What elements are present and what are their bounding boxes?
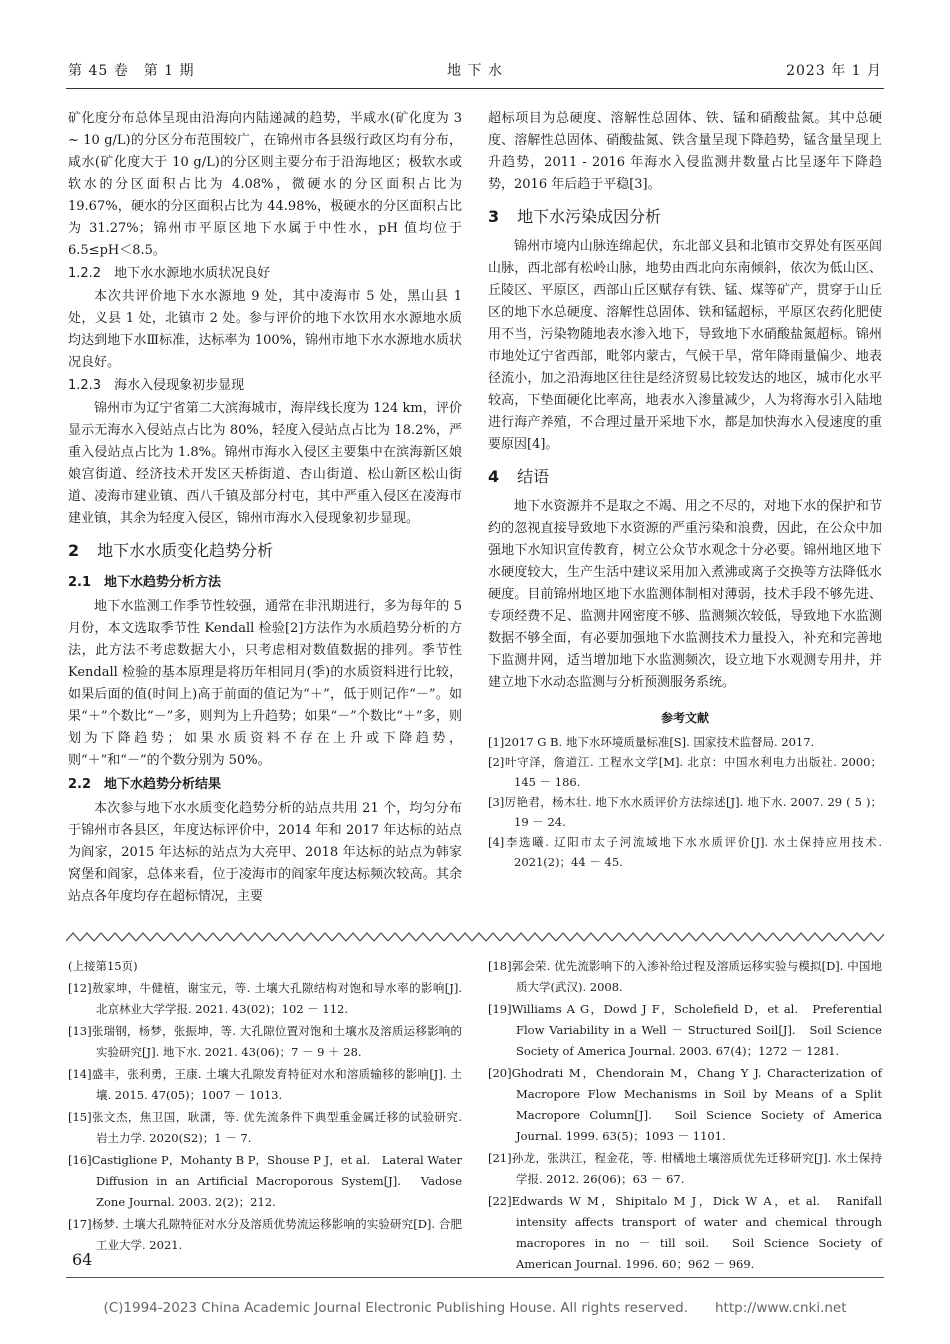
reference-item: [13]张瑞钢，杨梦，张振坤，等. 大孔隙位置对饱和土壤水及溶质运移影响的实验研究[J]. 地下水. 2021. 43(06)；7 － 9 ＋ 28. <box>68 1024 462 1059</box>
reference-item: [20]Ghodrati M，Chendorain M，Chang Y J. Characterization of Macropore Flow Mechanisms in Soil by Means of a Split Macropore Column[J]. Soil Science Society of America Journal. 1999. 63(5)；1093 － 1101. <box>488 1066 882 1143</box>
reference-item: [18]郭会荣. 优先流影响下的入渗补给过程及溶质运移实验与模拟[D]. 中国地质大学(武汉). 2008. <box>488 959 882 994</box>
reference-item: [2]叶守泽，詹道江. 工程水文学[M]. 北京：中国水利电力出版社. 2000；145 － 186. <box>488 755 882 789</box>
right-column <box>488 108 882 872</box>
left-column <box>68 108 462 908</box>
bottom-right-references <box>488 956 882 1276</box>
section-title: 地下水污染成因分析 <box>517 207 662 226</box>
reference-item: [4]李选曦. 辽阳市太子河流域地下水水质评价[J]. 水土保持应用技术. 2021(2)；44 － 45. <box>488 835 882 869</box>
heading-2-2: 2.2 地下水趋势分析结果 <box>68 777 222 792</box>
reference-item: [1]2017 G B. 地下水环境质量标准[S]. 国家技术监督局. 2017. <box>488 735 815 749</box>
issue-date: 2023 年 1 月 <box>786 63 882 79</box>
section-title: 地下水水质变化趋势分析 <box>97 541 274 560</box>
paragraph-seawater-intrusion: 锦州市为辽宁省第二大滨海城市，海岸线长度为 124 km，评价显示无海水入侵站点占比为 80%，轻度入侵站点占比为 18.2%，严重入侵站点占比为 1.8%。锦州市海水入侵区主要集中在滨海新区娘娘宫街道、经济技术开发区天桥街道、杏山街道、松山新区松山街道、凌海市建业镇、西八千镇及部分村屯，其中严重入侵区在凌海市建业镇，其余为轻度入侵区，锦州市海水入侵现象初步显现。 <box>68 401 462 526</box>
bottom-left-references <box>68 956 462 1257</box>
reference-item: [22]Edwards W M，Shipitalo M J，Dick W A，et al. Ranifall intensity affects transport of water and chemical through macropores in no － till soil. Soil Science Society of American Journal. 1996. 60；962 － 969. <box>488 1194 882 1271</box>
wave-divider <box>66 929 884 945</box>
reference-item: [14]盛丰，张利勇，王康. 土壤大孔隙发育特征对水和溶质输移的影响[J]. 土壤. 2015. 47(05)；1007 － 1013. <box>68 1067 462 1102</box>
section-title: 结语 <box>517 467 550 486</box>
heading-section-4 <box>488 462 882 492</box>
section-number: 2 <box>68 541 80 560</box>
reference-item: [16]Castiglione P，Mohanty B P，Shouse P J，et al. Lateral Water Diffusion in an Artificial Macroporous System[J]. Vadose Zone Journal. 2003. 2(2)；212. <box>68 1153 462 1209</box>
paragraph-trend-results-cont: 超标项目为总硬度、溶解性总固体、铁、锰和硝酸盐氮。其中总硬度、溶解性总固体、硝酸盐氮、铁含量呈现下降趋势，锰含量呈现上升趋势，2011 - 2016 年海水入侵监测井数量占比呈逐年下降趋势，2016 年后趋于平稳[3]。 <box>488 111 882 192</box>
heading-section-3 <box>488 202 882 232</box>
reference-item: [15]张文杰，焦卫国，耿潇，等. 优先流条件下典型重金属迁移的试验研究. 岩土力学. 2020(S2)；1 － 7. <box>68 1110 462 1145</box>
references-title: 参考文献 <box>660 711 709 725</box>
continued-note: (上接第15页) <box>68 959 138 973</box>
paragraph-conclusion: 地下水资源并不是取之不竭、用之不尽的，对地下水的保护和节约的忽视直接导致地下水资源的严重污染和浪费，因此，在公众中加强地下水知识宣传教育，树立公众节水观念十分必要。锦州地区地下水硬度较大，生产生活中建议采用加入煮沸或离子交换等方法降低水硬度。目前锦州地区地下水监测体制相对薄弱，技术手段不够先进、专项经费不足、监测井网密度不够、监测频次较低，导致地下水监测数据不够全面，有必要加强地下水监测技术力量投入，补充和完善地下监测井网，适当增加地下水监测频次，设立地下水观测专用井，并建立地下水动态监测与分析预测服务系统。 <box>488 499 882 690</box>
paragraph-pollution-causes: 锦州市境内山脉连绵起伏，东北部义县和北镇市交界处有医巫闾山脉，西北部有松岭山脉，地势由西北向东南倾斜，依次为低山区、丘陵区、平原区，西部山丘区赋存有铁、锰、煤等矿产，贯穿于山丘区的地下水总硬度、溶解性总固体、铁和锰超标，平原区农药化肥使用不当，污染物随地表水渗入地下，导致地下水硝酸盐氮超标。锦州市地处辽宁省西部，毗邻内蒙古，气候干旱，常年降雨量偏少、地表径流小，加之沿海地区往往是经济贸易比较发达的地区，城市化水平较高，下垫面硬化比率高，地表水入渗量减少，人为将海水引入陆地进行海产养殖，不合理过量开采地下水，都是加快海水入侵速度的重要原因[4]。 <box>488 239 882 452</box>
paragraph-water-sources: 本次共评价地下水水源地 9 处，其中凌海市 5 处，黑山县 1 处，义县 1 处，北镇市 2 处。参与评价的地下水饮用水水源地水质均达到地下水Ⅲ标准，达标率为 100%，锦州市地下水水源地水质状况良好。 <box>68 289 462 370</box>
paragraph-mineralization: 矿化度分布总体呈现由沿海向内陆递减的趋势，半咸水(矿化度为 3 ~ 10 g/L)的分区分布范围较广，在锦州市各县级行政区均有分布，咸水(矿化度大于 10 g/L)的分区则主要分布于沿海地区；极软水或软水的分区面积占比为 4.08%，微硬水的分区面积占比为 19.67%，硬水的分区面积占比为 44.98%，极硬水的分区面积占比为 31.27%；锦州市平原区地下水属于中性水，pH 值均位于 6.5≤pH＜8.5。 <box>68 111 462 258</box>
paragraph-trend-results: 本次参与地下水水质变化趋势分析的站点共用 21 个，均匀分布于锦州市各县区，年度达标评价中，2014 年和 2017 年达标的站点为阎家，2015 年达标的站点为大亮甲、2018 年达标的站点为韩家窝堡和阎家，总体来看，位于凌海市的阎家年度达标频次较高。其余站点各年度均存在超标情况，主要 <box>68 801 462 904</box>
heading-2-1: 2.1 地下水趋势分析方法 <box>68 575 222 590</box>
heading-1-2-3: 1.2.3 海水入侵现象初步显现 <box>68 378 245 393</box>
reference-item: [21]孙龙，张洪江，程金花，等. 柑橘地土壤溶质优先迁移研究[J]. 水土保持学报. 2012. 26(06)；63 － 67. <box>488 1151 882 1186</box>
section-number: 3 <box>488 207 500 226</box>
section-number: 4 <box>488 467 500 486</box>
paragraph-kendall-method: 地下水监测工作季节性较强，通常在非汛期进行，多为每年的 5 月份，本文选取季节性 Kendall 检验[2]方法作为水质趋势分析的方法，此方法不考虑数据大小，只考虑相对数值数据的排列。季节性 Kendall 检验的基本原理是将历年相同月(季)的水质资料进行比较，如果后面的值(时间上)高于前面的值记为“＋”，低于则记作“－”。如果“＋”个数比“－”多，则判为上升趋势；如果“－”个数比“＋”多，则划为下降趋势；如果水质资料不存在上升或下降趋势，则“＋”和“－”的个数分别为 50%。 <box>68 599 462 768</box>
page-number: 64 <box>72 1250 93 1269</box>
header-rule <box>66 88 884 89</box>
heading-section-2 <box>68 536 462 566</box>
reference-item: [17]杨梦. 土壤大孔隙特征对水分及溶质优势流运移影响的实验研究[D]. 合肥工业大学. 2021. <box>68 1217 462 1252</box>
journal-title: 地 下 水 <box>447 63 503 79</box>
reference-item: [3]厉艳君，杨木壮. 地下水水质评价方法综述[J]. 地下水. 2007. 29 ( 5 )；19 － 24. <box>488 795 882 829</box>
reference-item: [12]敖家坤，牛健植，谢宝元，等. 土壤大孔隙结构对饱和导水率的影响[J]. 北京林业大学学报. 2021. 43(02)；102 － 112. <box>68 981 462 1016</box>
copyright-notice: (C)1994-2023 China Academic Journal Electronic Publishing House. All rights reserved. http://www.cnki.net <box>103 1300 847 1316</box>
footer-rule <box>66 1277 884 1278</box>
journal-volume-issue: 第 45 卷 第 1 期 <box>68 63 195 79</box>
reference-item: [19]Williams A G，Dowd J F，Scholefield D，et al. Preferential Flow Variability in a Well － Structured Soil[J]. Soil Science Society of America Journal. 2003. 67(4)；1272 － 1281. <box>488 1002 882 1058</box>
heading-1-2-2: 1.2.2 地下水水源地水质状况良好 <box>68 266 271 281</box>
